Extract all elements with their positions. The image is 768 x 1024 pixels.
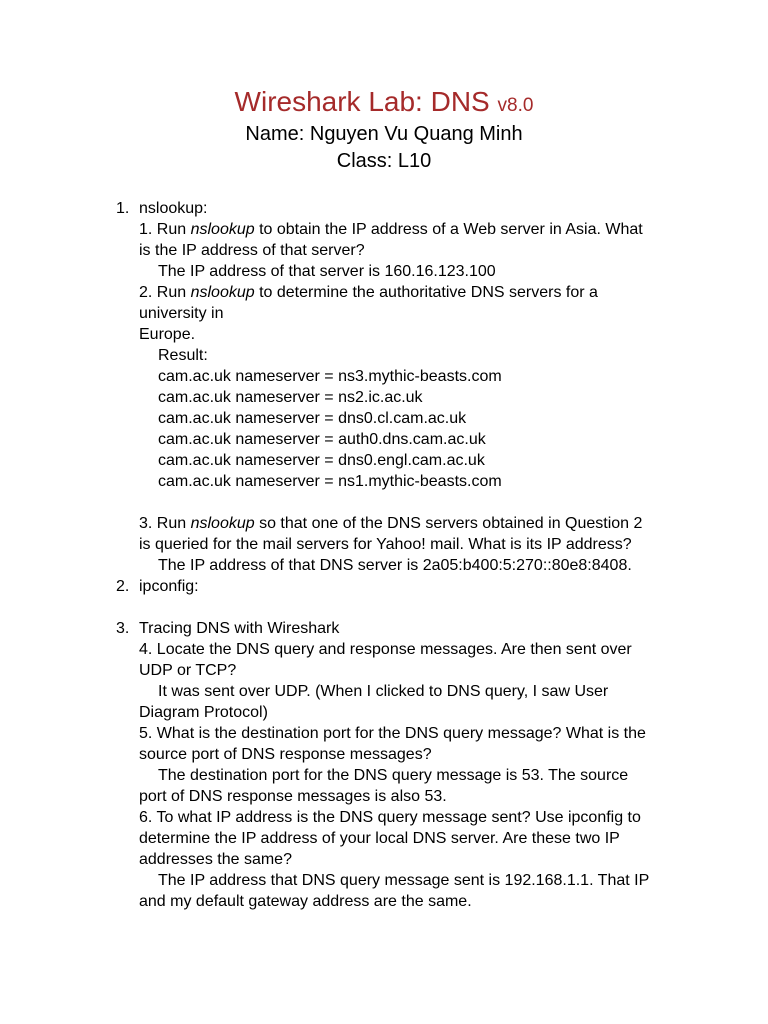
list-number: 3. <box>116 620 130 637</box>
question-3-line-1 <box>0 513 768 534</box>
list-number: 2. <box>116 578 130 595</box>
question-text: to determine the authoritative DNS servers for a <box>254 284 598 301</box>
tool-name: nslookup <box>190 515 255 532</box>
question-prefix: 1. Run <box>139 221 191 238</box>
question-1-line-2: is the IP address of that server? <box>139 242 365 259</box>
question-6-line-2: determine the IP address of your local DNS server. Are these two IP <box>139 830 620 847</box>
question-3-line-2: is queried for the mail servers for Yahoo! mail. What is its IP address? <box>139 536 632 553</box>
question-text: so that one of the DNS servers obtained in Question 2 <box>254 515 643 532</box>
title-version: v8.0 <box>497 95 534 116</box>
question-6-line-1: 6. To what IP address is the DNS query message sent? Use ipconfig to <box>139 809 641 826</box>
answer-1: The IP address of that server is 160.16.123.100 <box>158 263 496 280</box>
blank-line <box>0 597 768 618</box>
result-line: cam.ac.uk nameserver = auth0.dns.cam.ac.uk <box>158 431 486 448</box>
question-6-line-3: addresses the same? <box>139 851 292 868</box>
question-prefix: 3. Run <box>139 515 191 532</box>
result-label: Result: <box>158 347 208 364</box>
answer-4-line-2: Diagram Protocol) <box>139 704 268 721</box>
result-line: cam.ac.uk nameserver = dns0.cl.cam.ac.uk <box>158 410 467 427</box>
result-line: cam.ac.uk nameserver = ns1.mythic-beasts.com <box>158 473 502 490</box>
title-text: Wireshark Lab: DNS <box>234 86 490 117</box>
class-label: Class: L10 <box>336 150 432 172</box>
question-2-line-2: university in <box>139 305 224 322</box>
section-heading-text: Tracing DNS with Wireshark <box>139 620 340 637</box>
answer-6-line-2: and my default gateway address are the same. <box>139 893 472 910</box>
answer-3: The IP address of that DNS server is 2a05:b400:5:270::80e8:8408. <box>158 557 632 574</box>
list-number: 1. <box>116 200 130 217</box>
tool-name: nslookup <box>190 221 255 238</box>
section-heading-text: ipconfig: <box>139 578 199 595</box>
question-1-line-1 <box>0 219 768 240</box>
question-4-line-2: UDP or TCP? <box>139 662 237 679</box>
question-prefix: 2. Run <box>139 284 191 301</box>
question-2-line-1 <box>0 282 768 303</box>
question-4-line-1: 4. Locate the DNS query and response messages. Are then sent over <box>139 641 632 658</box>
section-2-heading <box>0 576 768 597</box>
answer-6-line-1: The IP address that DNS query message sent is 192.168.1.1. That IP <box>158 872 650 889</box>
question-5-line-2: source port of DNS response messages? <box>139 746 432 763</box>
answer-4-line-1: It was sent over UDP. (When I clicked to DNS query, I saw User <box>158 683 609 700</box>
section-1-heading <box>0 198 768 219</box>
question-text: to obtain the IP address of a Web server in Asia. What <box>254 221 643 238</box>
author-name: Name: Nguyen Vu Quang Minh <box>245 123 523 145</box>
result-line: cam.ac.uk nameserver = dns0.engl.cam.ac.uk <box>158 452 485 469</box>
tool-name: nslookup <box>190 284 255 301</box>
question-5-line-1: 5. What is the destination port for the DNS query message? What is the <box>139 725 646 742</box>
document-body <box>0 198 768 912</box>
answer-5-line-2: port of DNS response messages is also 53. <box>139 788 447 805</box>
blank-line <box>0 492 768 513</box>
section-heading-text: nslookup: <box>139 200 208 217</box>
document-title <box>0 84 768 124</box>
result-line: cam.ac.uk nameserver = ns3.mythic-beasts.com <box>158 368 502 385</box>
question-2-line-3: Europe. <box>139 326 196 343</box>
result-line: cam.ac.uk nameserver = ns2.ic.ac.uk <box>158 389 423 406</box>
answer-5-line-1: The destination port for the DNS query message is 53. The source <box>158 767 629 784</box>
section-3-heading <box>0 618 768 639</box>
